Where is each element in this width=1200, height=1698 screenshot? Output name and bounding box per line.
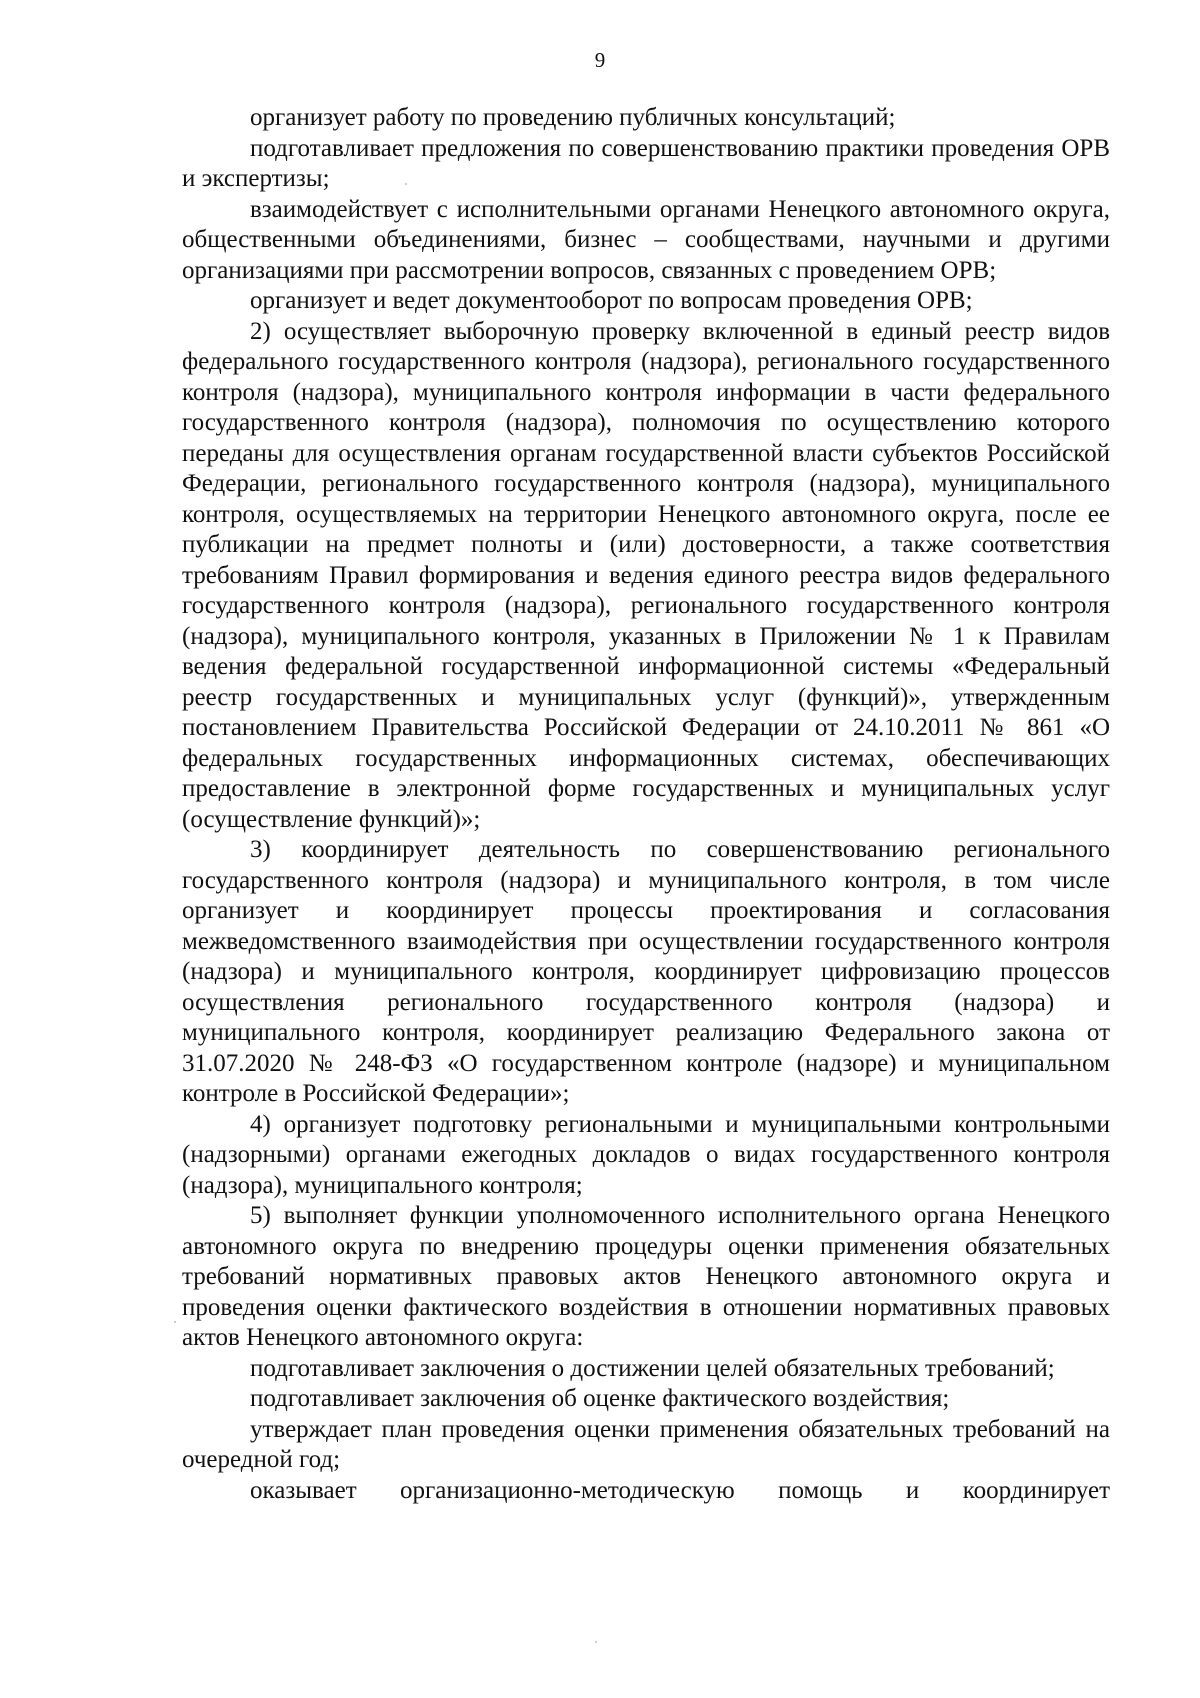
paragraph: 2) осуществляет выборочную проверку включенной в единый реестр видов федерального государственного контроля (надзора), регионального государственного контроля (надзора), муниципального контроля информации в части федерального государственного контроля (надзора), полномочия по осуществлению которого переданы для осуществления органам государственной власти субъектов Российской Федерации, регионального государственного контроля (надзора), муниципального контроля, осуществляемых на территории Ненецкого автономного округа, после ее публикации на предмет полноты и (или) достоверности, а также соответствия требованиям Правил формирования и ведения единого реестра видов федерального государственного контроля (надзора), регионального государственного контроля (надзора), муниципального контроля, указанных в Приложении № 1 к Правилам ведения федеральной государственной информационной системы «Федеральный реестр государственных и муниципальных услуг (функций)», утвержденным постановлением Правительства Российской Федерации от 24.10.2011 № 861 «О федеральных государственных информационных системах, обеспечивающих предоставление в электронной форме государственных и муниципальных услуг (осуществление функций)»; [182, 317, 1110, 833]
paragraph: подготавливает предложения по совершенствованию практики проведения ОРВ и экспертизы; [182, 134, 1110, 192]
scan-speck [405, 183, 407, 185]
paragraph: взаимодействует с исполнительными органами Ненецкого автономного округа, общественными объединениями, бизнес – сообществами, научными и другими организациями при рассмотрении вопросов, связанных с проведением ОРВ; [182, 195, 1110, 284]
paragraph: 3) координирует деятельность по совершенствованию регионального государственного контроля (надзора) и муниципального контроля, в том числе организует и координирует процессы проектирования и согласования межведомственного взаимодействия при осуществлении государственного контроля (надзора) и муниципального контроля, координирует цифровизацию процессов осуществления регионального государственного контроля (надзора) и муниципального контроля, координирует реализацию Федерального закона от 31.07.2020 № 248-ФЗ «О государственном контроле (надзоре) и муниципальном контроле в Российской Федерации»; [182, 836, 1110, 1107]
paragraph: организует работу по проведению публичных консультаций; [250, 104, 896, 131]
scan-speck [595, 1641, 597, 1643]
paragraph: 5) выполняет функции уполномоченного исполнительного органа Ненецкого автономного округа по внедрению процедуры оценки применения обязательных требований нормативных правовых актов Ненецкого автономного округа и проведения оценки фактического воздействия в отношении нормативных правовых актов Ненецкого автономного округа: [182, 1202, 1110, 1351]
document-body [182, 103, 1110, 1506]
paragraph: утверждает план проведения оценки применения обязательных требований на очередной год; [182, 1415, 1110, 1473]
page-number: 9 [594, 48, 606, 72]
paragraph: подготавливает заключения о достижении целей обязательных требований; [250, 1354, 1055, 1382]
paragraph: подготавливает заключения об оценке фактического воздействия; [250, 1385, 950, 1412]
paragraph: 4) организует подготовку региональными и муниципальными контрольными (надзорными) органами ежегодных докладов о видах государственного контроля (надзора), муниципального контроля; [182, 1110, 1110, 1199]
paragraph: оказывает организационно-методическую помощь и координирует [250, 1476, 1110, 1504]
scan-speck [174, 1321, 176, 1323]
paragraph: организует и ведет документооборот по вопросам проведения ОРВ; [250, 287, 973, 314]
